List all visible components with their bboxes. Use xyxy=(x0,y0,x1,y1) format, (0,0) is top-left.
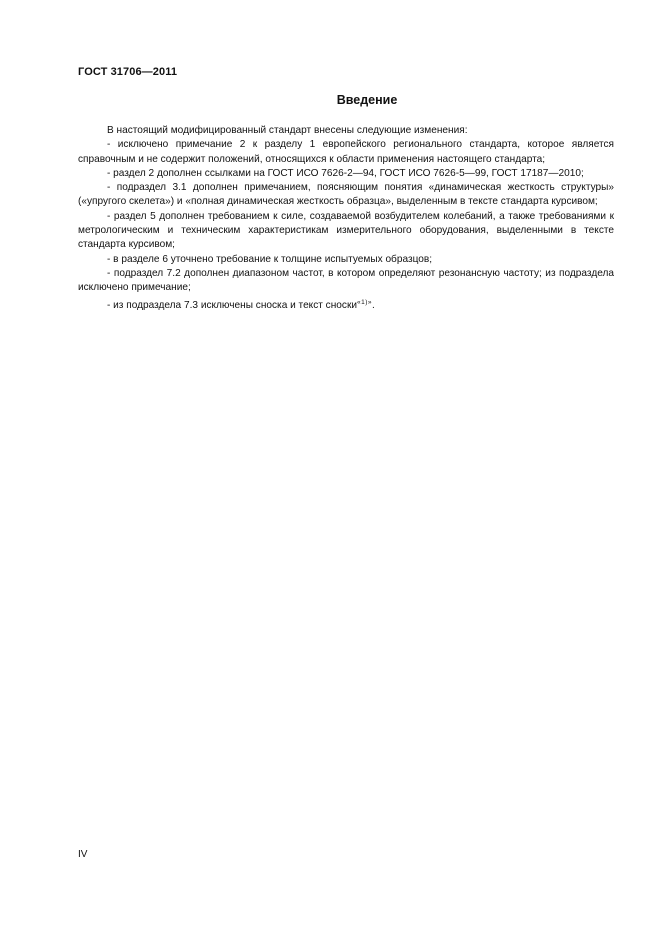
list-item-2: - раздел 2 дополнен ссылками на ГОСТ ИСО 7626-2—94, ГОСТ ИСО 7626-5—99, ГОСТ 17187—2010; xyxy=(107,167,584,179)
list-item-7-text: - из подраздела 7.3 исключены сноска и текст сноски xyxy=(107,299,358,311)
list-item-7 xyxy=(78,296,614,313)
list-item-3: - подраздел 3.1 дополнен примечанием, поясняющим понятия «динамическая жесткость структуры» («упругого скелета») и «полная динамическая жесткость образца», выделенным в тексте стандарта курсивом; xyxy=(78,182,614,208)
footnote-reference: «1)» xyxy=(357,298,373,306)
document-code-header: ГОСТ 31706—2011 xyxy=(78,66,178,78)
list-item-7-end: . xyxy=(372,299,375,311)
list-item-1: - исключено примечание 2 к разделу 1 европейского регионального стандарта, которое является справочным и не содержит положений, относящихся к области применения настоящего стандарта; xyxy=(78,139,614,165)
body-text xyxy=(78,124,614,313)
intro-paragraph: В настоящий модифицированный стандарт внесены следующие изменения: xyxy=(107,125,468,136)
list-item-5: - в разделе 6 уточнено требование к толщине испытуемых образцов; xyxy=(107,253,433,265)
list-item-4: - раздел 5 дополнен требованием к силе, создаваемой возбудителем колебаний, а также требованиями к метрологическим и техническим характеристикам измерительного оборудования, выделенными в тексте стандарта курсивом; xyxy=(78,210,614,251)
list-item-6: - подраздел 7.2 дополнен диапазоном частот, в котором определяют резонансную частоту; из подраздела исключено примечание; xyxy=(78,267,614,294)
section-title: Введение xyxy=(336,93,398,107)
page-number: IV xyxy=(78,849,88,860)
